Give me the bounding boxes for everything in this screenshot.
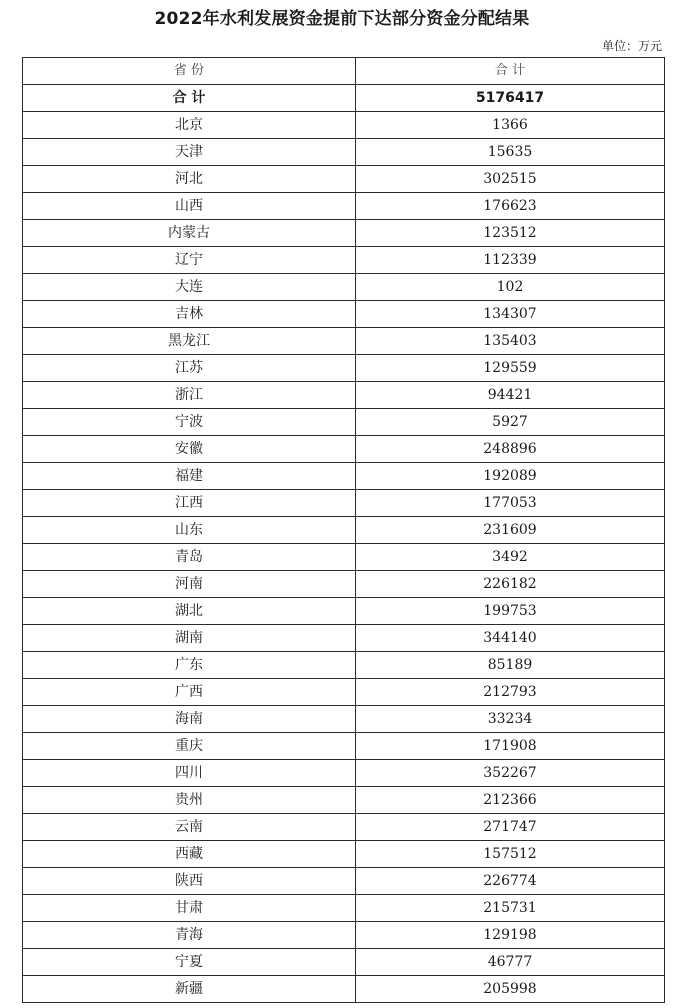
amount-cell: 192089 bbox=[356, 463, 665, 490]
province-cell: 山东 bbox=[23, 517, 356, 544]
province-cell: 贵州 bbox=[23, 787, 356, 814]
table-row bbox=[23, 328, 665, 355]
table-row bbox=[23, 166, 665, 193]
province-cell: 青海 bbox=[23, 922, 356, 949]
table-row bbox=[23, 733, 665, 760]
table-row bbox=[23, 598, 665, 625]
total-value: 5176417 bbox=[356, 85, 665, 112]
amount-cell: 123512 bbox=[356, 220, 665, 247]
province-cell: 浙江 bbox=[23, 382, 356, 409]
province-cell: 四川 bbox=[23, 760, 356, 787]
table-row bbox=[23, 760, 665, 787]
table-body bbox=[23, 58, 665, 1003]
amount-cell: 46777 bbox=[356, 949, 665, 976]
province-cell: 天津 bbox=[23, 139, 356, 166]
province-cell: 广东 bbox=[23, 652, 356, 679]
province-cell: 湖北 bbox=[23, 598, 356, 625]
table-row bbox=[23, 517, 665, 544]
table-row bbox=[23, 382, 665, 409]
amount-cell: 112339 bbox=[356, 247, 665, 274]
province-cell: 重庆 bbox=[23, 733, 356, 760]
table-row bbox=[23, 571, 665, 598]
table-row bbox=[23, 544, 665, 571]
amount-cell: 134307 bbox=[356, 301, 665, 328]
province-cell: 内蒙古 bbox=[23, 220, 356, 247]
unit-label: 单位：万元 bbox=[601, 39, 662, 53]
province-cell: 海南 bbox=[23, 706, 356, 733]
amount-cell: 157512 bbox=[356, 841, 665, 868]
province-cell: 宁夏 bbox=[23, 949, 356, 976]
table-row bbox=[23, 976, 665, 1003]
table-row bbox=[23, 868, 665, 895]
header-total: 合 计 bbox=[356, 58, 665, 85]
table-row bbox=[23, 139, 665, 166]
table-header-row bbox=[23, 58, 665, 85]
amount-cell: 177053 bbox=[356, 490, 665, 517]
province-cell: 甘肃 bbox=[23, 895, 356, 922]
province-cell: 湖南 bbox=[23, 625, 356, 652]
table-row bbox=[23, 949, 665, 976]
province-cell: 陕西 bbox=[23, 868, 356, 895]
province-cell: 河北 bbox=[23, 166, 356, 193]
table-row bbox=[23, 301, 665, 328]
table-row bbox=[23, 814, 665, 841]
table-row bbox=[23, 112, 665, 139]
province-cell: 黑龙江 bbox=[23, 328, 356, 355]
amount-cell: 102 bbox=[356, 274, 665, 301]
province-cell: 安徽 bbox=[23, 436, 356, 463]
amount-cell: 215731 bbox=[356, 895, 665, 922]
table-row bbox=[23, 409, 665, 436]
amount-cell: 3492 bbox=[356, 544, 665, 571]
table-row bbox=[23, 895, 665, 922]
amount-cell: 5927 bbox=[356, 409, 665, 436]
amount-cell: 226182 bbox=[356, 571, 665, 598]
header-province: 省 份 bbox=[23, 58, 356, 85]
amount-cell: 226774 bbox=[356, 868, 665, 895]
total-label: 合 计 bbox=[23, 85, 356, 112]
amount-cell: 15635 bbox=[356, 139, 665, 166]
province-cell: 宁波 bbox=[23, 409, 356, 436]
amount-cell: 271747 bbox=[356, 814, 665, 841]
table-row bbox=[23, 625, 665, 652]
province-cell: 江西 bbox=[23, 490, 356, 517]
province-cell: 辽宁 bbox=[23, 247, 356, 274]
amount-cell: 33234 bbox=[356, 706, 665, 733]
page-title: 2022年水利发展资金提前下达部分资金分配结果 bbox=[154, 9, 530, 29]
amount-cell: 352267 bbox=[356, 760, 665, 787]
amount-cell: 231609 bbox=[356, 517, 665, 544]
table-row bbox=[23, 679, 665, 706]
province-cell: 大连 bbox=[23, 274, 356, 301]
table-row bbox=[23, 706, 665, 733]
province-cell: 福建 bbox=[23, 463, 356, 490]
table-row bbox=[23, 463, 665, 490]
amount-cell: 302515 bbox=[356, 166, 665, 193]
table-row bbox=[23, 220, 665, 247]
table-row bbox=[23, 922, 665, 949]
amount-cell: 212793 bbox=[356, 679, 665, 706]
amount-cell: 85189 bbox=[356, 652, 665, 679]
amount-cell: 171908 bbox=[356, 733, 665, 760]
amount-cell: 344140 bbox=[356, 625, 665, 652]
province-cell: 北京 bbox=[23, 112, 356, 139]
table-row bbox=[23, 193, 665, 220]
amount-cell: 1366 bbox=[356, 112, 665, 139]
province-cell: 山西 bbox=[23, 193, 356, 220]
table-row bbox=[23, 247, 665, 274]
table-row bbox=[23, 355, 665, 382]
province-cell: 江苏 bbox=[23, 355, 356, 382]
table-row bbox=[23, 787, 665, 814]
province-cell: 河南 bbox=[23, 571, 356, 598]
amount-cell: 129198 bbox=[356, 922, 665, 949]
province-cell: 云南 bbox=[23, 814, 356, 841]
amount-cell: 205998 bbox=[356, 976, 665, 1003]
amount-cell: 199753 bbox=[356, 598, 665, 625]
province-cell: 广西 bbox=[23, 679, 356, 706]
table-row bbox=[23, 436, 665, 463]
province-cell: 吉林 bbox=[23, 301, 356, 328]
amount-cell: 176623 bbox=[356, 193, 665, 220]
table-row bbox=[23, 490, 665, 517]
table-row bbox=[23, 652, 665, 679]
province-cell: 新疆 bbox=[23, 976, 356, 1003]
table-row bbox=[23, 274, 665, 301]
allocation-table bbox=[22, 57, 665, 1003]
amount-cell: 248896 bbox=[356, 436, 665, 463]
province-cell: 西藏 bbox=[23, 841, 356, 868]
amount-cell: 129559 bbox=[356, 355, 665, 382]
table-row bbox=[23, 841, 665, 868]
amount-cell: 94421 bbox=[356, 382, 665, 409]
amount-cell: 135403 bbox=[356, 328, 665, 355]
amount-cell: 212366 bbox=[356, 787, 665, 814]
total-row bbox=[23, 85, 665, 112]
province-cell: 青岛 bbox=[23, 544, 356, 571]
